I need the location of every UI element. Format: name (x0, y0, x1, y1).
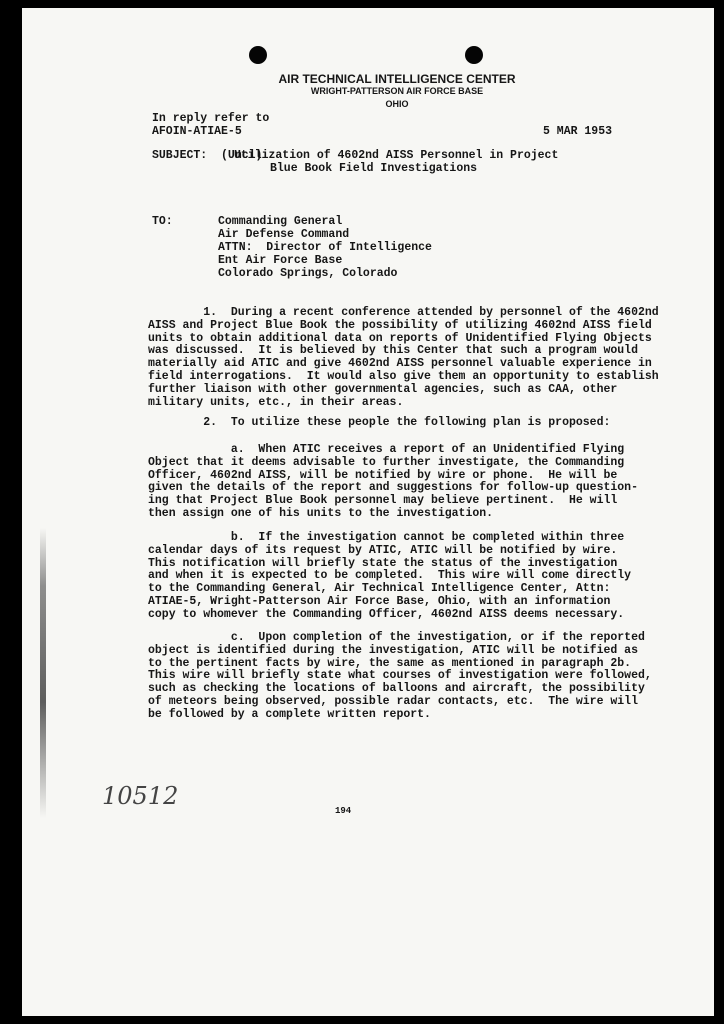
paragraph-2b-line: This notification will briefly state the status of the investigation (148, 556, 618, 570)
paragraph-2a (148, 444, 638, 521)
paragraph-2b-line: b. If the investigation cannot be completed within three (148, 531, 625, 544)
paragraph-2a-line: given the details of the report and suggestions for follow-up question- (148, 481, 638, 495)
paragraph-2a-line: a. When ATIC receives a report of an Unidentified Flying (148, 443, 625, 456)
paragraph-2c-line: c. Upon completion of the investigation, or if the reported (148, 631, 645, 644)
punch-hole-left (249, 46, 267, 64)
paragraph-2c-line: object is identified during the investigation, ATIC will be notified as (148, 643, 638, 657)
to-label: TO: (152, 215, 173, 228)
subject-line-2: Blue Book Field Investigations (270, 162, 478, 175)
paragraph-2b-line: copy to whomever the Commanding Officer, 4602nd AISS deems necessary. (148, 607, 625, 621)
handwritten-number: 10512 (102, 782, 179, 810)
paragraph-2 (148, 417, 638, 430)
paragraph-2-line: 2. To utilize these people the following plan is proposed: (148, 416, 611, 429)
document-page (22, 8, 714, 1016)
punch-hole-right (465, 46, 483, 64)
address-line-3: ATTN: Director of Intelligence (218, 241, 432, 254)
paragraph-1-line: was discussed. It is believed by this Center that such a program would (148, 344, 638, 358)
paragraph-1-line: field interrogations. It would also give them an opportunity to establish (148, 369, 659, 383)
paragraph-2c-line: to the pertinent facts by wire, the same as mentioned in paragraph 2b. (148, 656, 632, 670)
paragraph-2a-line: then assign one of his units to the investigation. (148, 506, 494, 520)
paragraph-2a-line: Object that it deems advisable to further investigate, the Commanding (148, 455, 625, 469)
paragraph-2c-line: of meteors being observed, possible radar contacts, etc. The wire will (148, 694, 638, 708)
paragraph-2c-line: This wire will briefly state what courses of investigation were followed, (148, 669, 652, 683)
paragraph-2b-line: ATIAE-5, Wright-Patterson Air Force Base, Ohio, with an information (148, 594, 611, 608)
paragraph-2b-line: and when it is expected to be completed. This wire will come directly (148, 569, 632, 583)
subject-label: SUBJECT: (Uncl) (152, 149, 263, 162)
paragraph-2b (148, 532, 638, 622)
paragraph-1-line: further liaison with other governmental agencies, such as CAA, other (148, 382, 618, 396)
letterhead-org: AIR TECHNICAL INTELLIGENCE CENTER (278, 72, 516, 86)
document-date: 5 MAR 1953 (543, 125, 613, 138)
paragraph-1-line: materially aid ATIC and give 4602nd AISS personnel valuable experience in (148, 357, 652, 371)
paragraph-2b-line: calendar days of its request by ATIC, ATIC will be notified by wire. (148, 543, 618, 557)
page-number: 194 (335, 806, 352, 816)
paragraph-2a-line: Officer, 4602nd AISS, will be notified by wire or phone. He will be (148, 468, 618, 482)
letterhead-base: WRIGHT-PATTERSON AIR FORCE BASE (310, 86, 484, 96)
reply-code: AFOIN-ATIAE-5 (152, 125, 242, 138)
subject-line-1: Utilization of 4602nd AISS Personnel in Project (234, 149, 559, 162)
paragraph-2c-line: such as checking the locations of balloons and aircraft, the possibility (148, 682, 645, 696)
address-line-2: Air Defense Command (218, 228, 350, 241)
address-line-1: Commanding General (218, 215, 343, 228)
paragraph-2b-line: to the Commanding General, Air Technical Intelligence Center, Attn: (148, 582, 611, 596)
paragraph-1-line: military units, etc., in their areas. (148, 395, 404, 409)
paragraph-1-line: AISS and Project Blue Book the possibility of utilizing 4602nd AISS field (148, 318, 652, 332)
scan-edge-mark (40, 528, 46, 818)
paragraph-1 (148, 306, 659, 409)
letterhead-state: OHIO (385, 99, 409, 109)
paragraph-1-line: units to obtain additional data on reports of Unidentified Flying Objects (148, 331, 652, 345)
paragraph-1-line: 1. During a recent conference attended by personnel of the 4602nd (148, 306, 659, 319)
address-line-4: Ent Air Force Base (218, 254, 343, 267)
address-line-5: Colorado Springs, Colorado (218, 267, 398, 280)
reply-label: In reply refer to (152, 112, 270, 125)
paragraph-2c (148, 631, 652, 722)
paragraph-2a-line: ing that Project Blue Book personnel may believe pertinent. He will (148, 494, 618, 508)
paragraph-2c-line: be followed by a complete written report. (148, 707, 431, 721)
